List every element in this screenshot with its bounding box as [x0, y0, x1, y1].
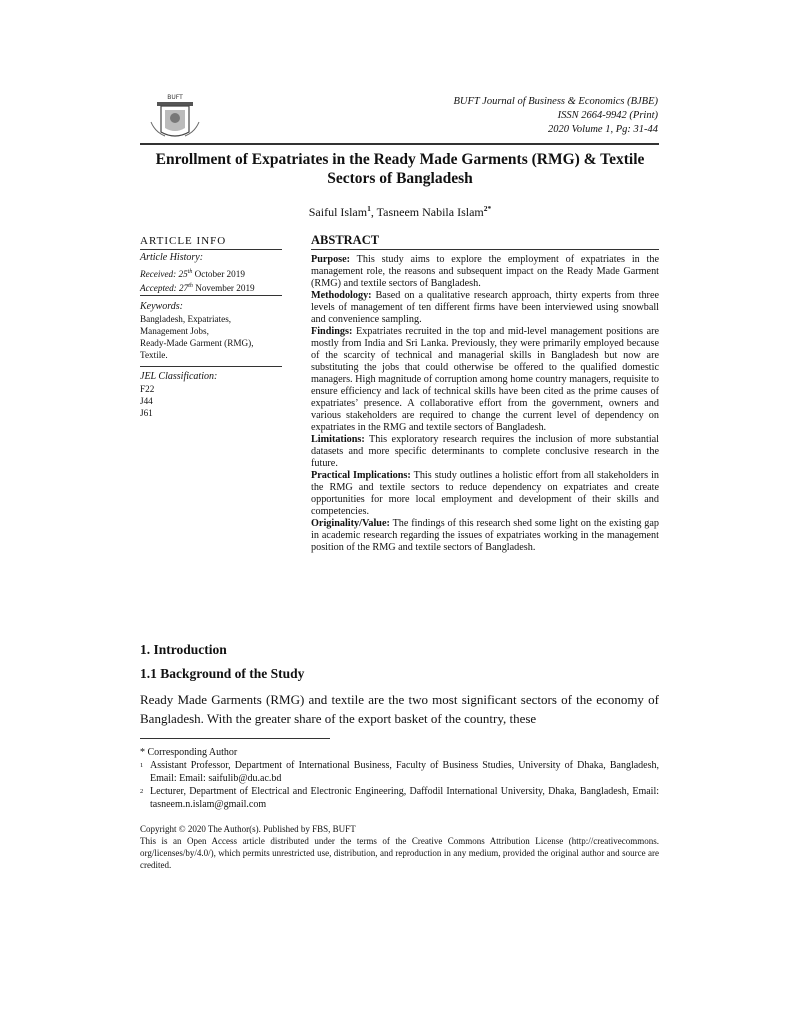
footnotes — [140, 746, 659, 811]
footnote-1-text: Assistant Professor, Department of International Business, Faculty of Business Studies, University of Dhaka, Bangladesh, Email: Email: saifulib@du.ac.bd — [150, 760, 659, 784]
practical-text: This study outlines a holistic effort from all stakeholders in the RMG and textile sectors to reduce dependency on expatriates and create opportunities for more local employment and development of their skills and competencies. — [311, 470, 659, 517]
keywords-label: Keywords: — [140, 301, 183, 312]
accepted-rest: November 2019 — [192, 283, 255, 294]
paper-title — [140, 150, 660, 188]
findings-label: Findings: — [311, 326, 353, 337]
received-sup: th — [187, 269, 193, 275]
history-label: Article History: — [140, 252, 204, 263]
footnote-1-number: 1 — [140, 762, 144, 769]
accepted-date — [140, 280, 282, 294]
footnote-rule — [140, 738, 330, 739]
logo-text: BUFT — [167, 94, 183, 101]
footnote-1 — [140, 759, 659, 785]
journal-header — [453, 95, 658, 137]
findings-text: Expatriates recruited in the top and mid-level management positions are mostly from India and Sri Lanka. Previously, they were primarily employed because of the scarcity of technical and managerial skills in Bangladesh but now are substituting the jobs that could otherwise be offered to the qualified domestic managers. High magnitude of corruption among home country managers, requisite to ensure efficiency and lack of technical skills have been cited as the prime causes of expatriates’ presence. A collaborative effort from the government, owners and various stakeholders are required to change the current level of dependency on expatriates in the RMG and textile sectors of Bangladesh. — [311, 326, 659, 433]
author-1: Saiful Islam — [308, 205, 368, 219]
subsection-heading: 1.1 Background of the Study — [140, 666, 305, 681]
author-list — [140, 204, 660, 220]
keyword-line: Ready-Made Garment (RMG), — [140, 338, 254, 348]
accepted-sup: th — [188, 283, 193, 290]
abstract-body — [311, 254, 659, 554]
article-info-rule — [140, 249, 282, 250]
abstract-heading: ABSTRACT — [311, 233, 380, 247]
originality-text: The findings of this research shed some light on the existing gap in academic research regarding the issues of expatriates working in the management position of the RMG and textile sectors of Bangladesh. — [311, 518, 659, 553]
purpose-label: Purpose: — [311, 254, 351, 265]
abstract-originality — [311, 518, 659, 554]
copyright-line: Copyright © 2020 The Author(s). Published by FBS, BUFT — [140, 824, 356, 834]
abstract-practical — [311, 470, 659, 518]
license-text: This is an Open Access article distributed under the terms of the Creative Commons Attribution License (http://creativecommons. org/licenses/by/4.0/), which permits unrestricted use, distribution, and reproduction in any medium, provided the original author and source are credited. — [140, 836, 659, 870]
keyword-line: Management Jobs, — [140, 326, 209, 336]
author-2-affiliation: 2* — [483, 204, 492, 213]
received-rest: October 2019 — [192, 269, 245, 280]
journal-name: BUFT Journal of Business & Economics (BJBE) — [453, 96, 658, 107]
methodology-text: Based on a qualitative research approach, thirty experts from three levels of management of ten different firms have been interviewed using snowball and convenience sampling. — [311, 290, 659, 325]
footnote-2-text: Lecturer, Department of Electrical and Electronic Engineering, Daffodil International University, Dhaka, Bangladesh, Email: tasneem.n.islam@gmail.com — [150, 786, 659, 810]
section-heading: 1. Introduction — [140, 642, 227, 657]
keyword-line: Textile. — [140, 350, 168, 360]
journal-issn: ISSN 2664-9942 (Print) — [557, 110, 658, 121]
jel-code: J44 — [140, 396, 153, 406]
keyword-line: Bangladesh, Expatriates, — [140, 314, 232, 324]
author-1-affiliation: 1 — [367, 204, 371, 213]
abstract-findings — [311, 326, 659, 434]
title-line-2: Sectors of Bangladesh — [327, 170, 473, 187]
purpose-text: This study aims to explore the employment of expatriates in the management role, the reasons and subsequent impact on the Ready Made Garment (RMG) and textile sectors of Bangladesh. — [311, 254, 659, 289]
keywords-block — [140, 300, 282, 361]
history-rule — [140, 295, 282, 296]
copyright-block — [140, 823, 659, 871]
author-2: Tasneem Nabila Islam — [376, 205, 484, 219]
body-paragraph: Ready Made Garments (RMG) and textile are the two most significant sectors of the economy of Bangladesh. With the greater share of the export basket of the country, these — [140, 692, 659, 726]
abstract-purpose — [311, 254, 659, 290]
jel-block — [140, 370, 282, 419]
journal-volume: 2020 Volume 1, Pg: 31-44 — [548, 124, 658, 135]
abstract-methodology — [311, 290, 659, 326]
article-info-heading: ARTICLE INFO — [140, 235, 227, 247]
buft-logo — [147, 92, 203, 140]
author-separator: , — [370, 205, 377, 219]
received-label: Received: 25 — [140, 269, 188, 280]
jel-code: F22 — [140, 384, 155, 394]
header-rule — [140, 143, 659, 145]
jel-code: J61 — [140, 408, 153, 418]
abstract-rule — [311, 249, 659, 250]
article-history — [140, 251, 282, 294]
footnote-2-number: 2 — [140, 788, 144, 795]
accepted-label: Accepted: 27 — [140, 283, 189, 294]
received-date — [140, 266, 282, 280]
jel-label: JEL Classification: — [140, 371, 218, 382]
practical-label: Practical Implications: — [311, 470, 411, 481]
abstract-limitations — [311, 434, 659, 470]
title-line-1: Enrollment of Expatriates in the Ready Made Garments (RMG) & Textile — [155, 151, 645, 168]
originality-label: Originality/Value: — [311, 518, 390, 529]
keywords-rule — [140, 366, 282, 367]
limitations-label: Limitations: — [311, 434, 365, 445]
limitations-text: This exploratory research requires the inclusion of more substantial datasets and more specific determinants to complete conclusive research in the future. — [311, 434, 659, 469]
footnote-corresponding: * Corresponding Author — [140, 747, 238, 758]
methodology-label: Methodology: — [311, 290, 372, 301]
footnote-2 — [140, 785, 659, 811]
